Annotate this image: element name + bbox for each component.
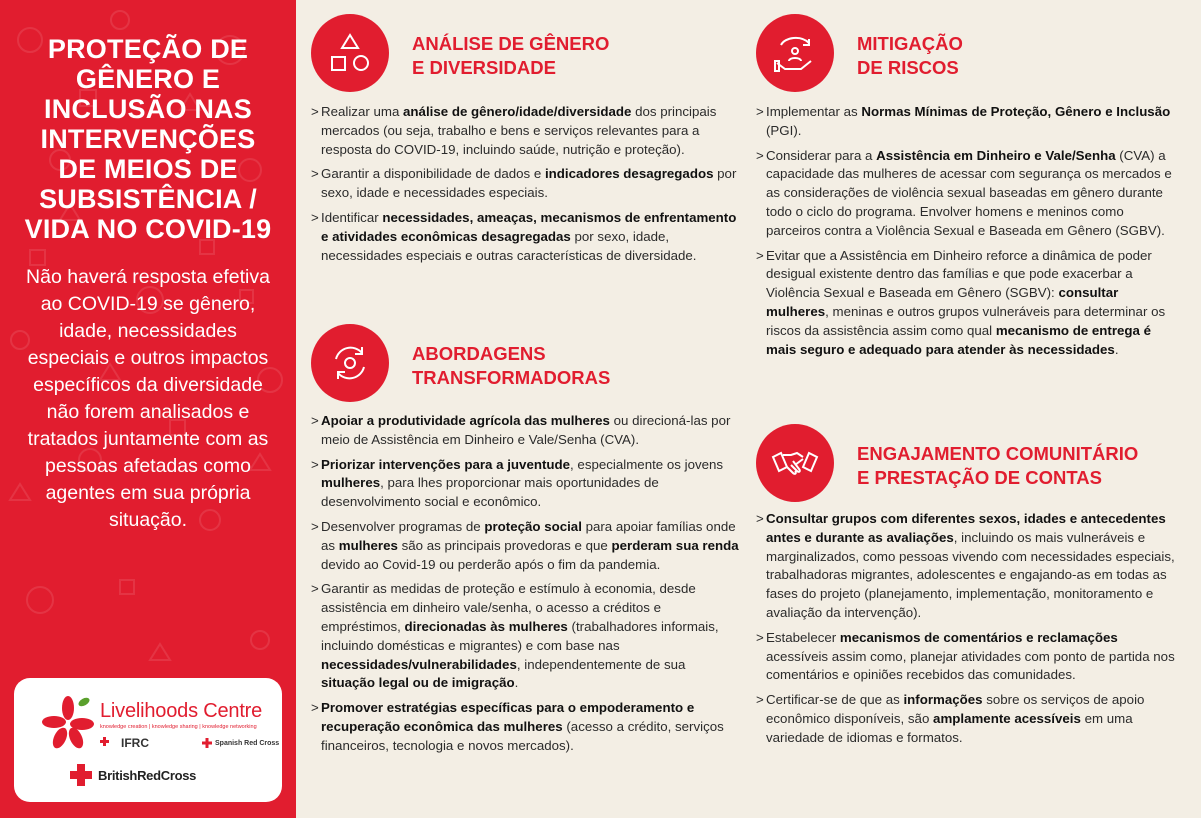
section-title: MITIGAÇÃO DE RISCOS <box>857 33 963 78</box>
sidebar <box>0 0 296 818</box>
list-item: > Implementar as Normas Mínimas de Proteção, Gênero e Inclusão (PGI). <box>756 103 1176 141</box>
section-list <box>756 103 1176 359</box>
section-list <box>311 103 741 265</box>
handshake-icon <box>756 424 834 502</box>
section-title: ABORDAGENS TRANSFORMADORAS <box>412 343 611 388</box>
list-item: > Promover estratégias específicas para o empoderamento e recuperação econômica das mulheres (acesso a crédito, serviços financeiros, tecnologia e novos mercados). <box>311 699 741 755</box>
british-red-cross-logo <box>70 764 196 786</box>
list-item: > Identificar necessidades, ameaças, mecanismos de enfrentamento e atividades econômicas desagregadas por sexo, idade, necessidades especiais e outras características de diversidade. <box>311 209 741 265</box>
section-title: ENGAJAMENTO COMUNITÁRIO E PRESTAÇÃO DE CONTAS <box>857 443 1139 488</box>
red-cross-icon <box>202 738 212 748</box>
section-list <box>756 510 1176 748</box>
list-item: > Garantir as medidas de proteção e estímulo à economia, desde assistência em dinheiro vale/senha, o acesso a créditos e empréstimos, direcionadas às mulheres (trabalhadores informais, incluindo domésticas e migrantes) e com base nas necessidades/vulnerabilidades, independentemente de sua situação legal ou de imigração. <box>311 580 741 693</box>
list-item: > Consultar grupos com diferentes sexos, idades e antecedentes antes e durante as avaliações, incluindo os mais vulneráveis e marginalizados, como pessoas vivendo com necessidades especiais, trabalhadoras migrantes, adolescentes e engajando-as em todas as fases do projeto (planejamento, implementação, monitoramento e avaliação da intervenção). <box>756 510 1176 623</box>
sidebar-title: PROTEÇÃO DE GÊNERO E INCLUSÃO NAS INTERVENÇÕES DE MEIOS DE SUBSISTÊNCIA / VIDA NO COVID-19 <box>24 34 272 244</box>
list-item: > Priorizar intervenções para a juventude, especialmente os jovens mulheres, para lhes proporcionar mais oportunidades de desenvolvimento social e econômico. <box>311 456 741 512</box>
livelihoods-centre-name: Livelihoods Centre <box>100 700 263 722</box>
spanish-red-cross-logo <box>202 738 279 748</box>
list-item: > Desenvolver programas de proteção social para apoiar famílias onde as mulheres são as principais provedoras e que perderam sua renda devido ao Covid-19 ou perderão após o fim da pandemia. <box>311 518 741 574</box>
ifrc-logo <box>100 736 149 750</box>
list-item: > Garantir a disponibilidade de dados e indicadores desagregados por sexo, idade e necessidades especiais. <box>311 165 741 203</box>
spanish-red-cross-label: Spanish Red Cross <box>215 739 280 747</box>
section-community-engagement <box>756 424 1176 754</box>
ifrc-label: IFRC <box>121 736 149 750</box>
red-cross-icon <box>70 764 92 786</box>
livelihoods-flower-icon <box>40 694 96 750</box>
list-item: > Evitar que a Assistência em Dinheiro reforce a dinâmica de poder desigual existente dentro das famílias e que pode exacerbar a Violência Sexual e Baseada em Gênero (SGBV): consultar mulheres, meninas e outros grupos vulneráveis para determinar os riscos da assistência assim como qual mecanismo de entrega é mais seguro e adequado para atender às necessidades. <box>756 247 1176 360</box>
protection-hands-icon <box>756 14 834 92</box>
sidebar-statement: Não haverá resposta efetiva ao COVID-19 se gênero, idade, necessidades especiais e outros impactos específicos da diversidade não forem analisados e tratados juntamente com as pessoas afetadas como agentes em sua própria situação. <box>26 266 270 531</box>
shapes-icon <box>311 14 389 92</box>
list-item: > Certificar-se de que as informações sobre os serviços de apoio econômico disponíveis, são amplamente acessíveis em uma variedade de idiomas e formatos. <box>756 691 1176 747</box>
section-title: ANÁLISE DE GÊNERO E DIVERSIDADE <box>412 33 610 78</box>
cycle-icon <box>311 324 389 402</box>
partner-logos <box>14 678 282 802</box>
section-risk-mitigation <box>756 14 1176 365</box>
section-list <box>311 412 741 756</box>
section-transformative-approaches <box>311 324 741 762</box>
list-item: > Realizar uma análise de gênero/idade/diversidade dos principais mercados (ou seja, trabalho e bens e serviços relevantes para a resposta do COVID-19, incluindo saúde, nutrição e proteção). <box>311 103 741 159</box>
list-item: > Apoiar a produtividade agrícola das mulheres ou direcioná-las por meio de Assistência em Dinheiro e Vale/Senha (CVA). <box>311 412 741 450</box>
livelihoods-tagline: knowledge creation | knowledge sharing | knowledge networking <box>100 724 257 730</box>
list-item: > Estabelecer mecanismos de comentários e reclamações acessíveis assim como, planejar atividades com ponto de partida nos comentários e opiniões recebidos das comunidades. <box>756 629 1176 685</box>
section-gender-diversity-analysis <box>311 14 741 271</box>
british-red-cross-label: BritishRedCross <box>98 767 197 783</box>
list-item: > Considerar para a Assistência em Dinheiro e Vale/Senha (CVA) a capacidade das mulheres de acessar com segurança os mercados e as considerações de violência sexual baseadas em gênero durante todo o ciclo do programa. Envolver homens e meninos como parceiros contra a Violência Sexual e Baseada em Gênero (SGBV). <box>756 147 1176 241</box>
red-cross-crescent-icon <box>100 737 118 749</box>
